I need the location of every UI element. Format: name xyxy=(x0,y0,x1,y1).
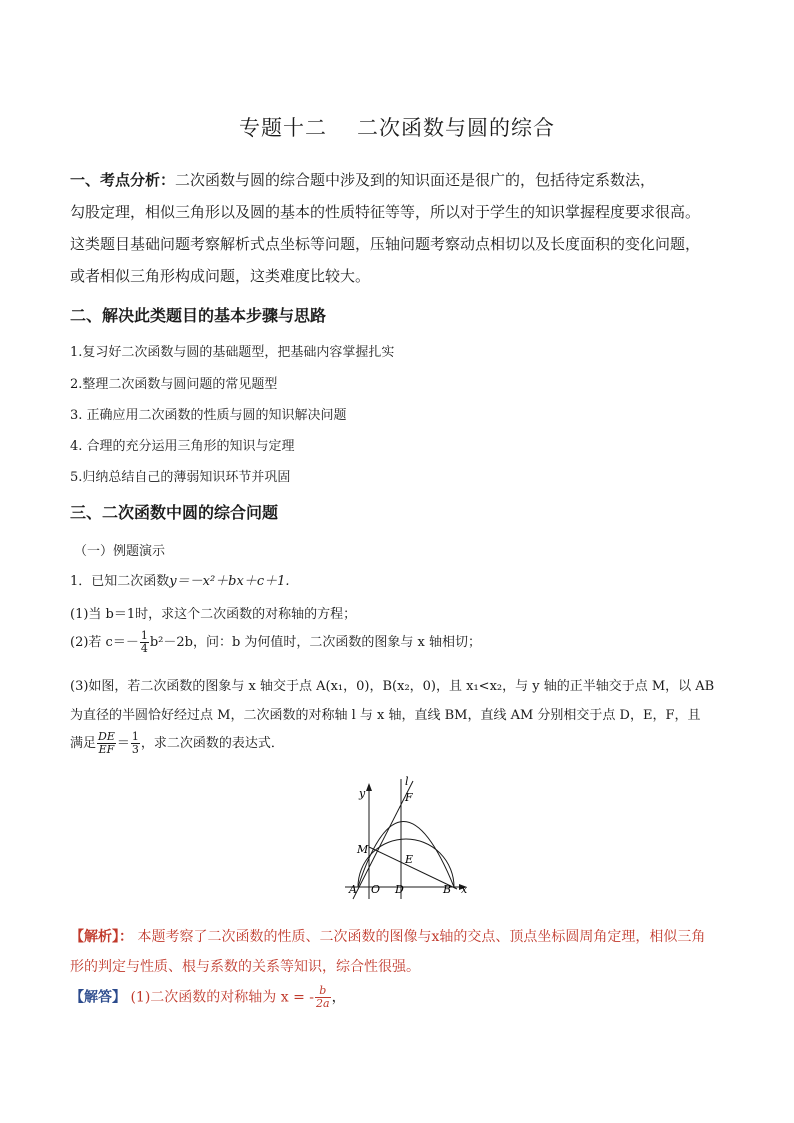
fraction xyxy=(140,630,149,655)
example-subheading: （一）例题演示 xyxy=(74,544,166,559)
answer-tag: 【解答】 xyxy=(70,989,126,1006)
section1-line: 或者相似三角形构成问题，这类难度比较大。 xyxy=(70,267,371,285)
title-part2: 二次函数与圆的综合 xyxy=(357,116,555,140)
fraction-denominator: 2a xyxy=(316,997,330,1010)
step-item: 5.归纳总结自己的薄弱知识环节并巩固 xyxy=(70,470,291,485)
title-part1: 专题十二 xyxy=(239,116,327,140)
section1-line: 这类题目基础问题考察解析式点坐标等问题，压轴问题考察动点相切以及长度面积的变化问题， xyxy=(70,235,701,253)
answer-text: ， xyxy=(331,989,346,1006)
answer-block xyxy=(70,985,346,1010)
analysis-text: 本题考察了二次函数的性质、二次函数的图像与x轴的交点、顶点坐标圆周角定理，相似三角 xyxy=(133,929,706,945)
question-part3-line2: 为直径的半圆恰好经过点 M，二次函数的对称轴 l 与 x 轴，直线 BM，直线 AM 分别相交于点 D，E，F，且 xyxy=(70,708,701,723)
parabola-figure xyxy=(345,775,475,900)
fraction-denominator: EF xyxy=(98,743,115,756)
label-d: D xyxy=(395,883,404,896)
section1-heading: 一、考点分析： xyxy=(70,171,176,189)
section2-heading: 二、解决此类题目的基本步骤与思路 xyxy=(70,306,327,325)
label-x: x xyxy=(461,883,468,896)
label-l: l xyxy=(405,775,409,788)
fraction-numerator: 1 xyxy=(140,629,148,642)
fraction-numerator: DE xyxy=(98,730,115,743)
label-o: O xyxy=(371,883,381,896)
question-text: 1．已知二次函数 xyxy=(70,574,170,589)
question-formula: y＝－x²＋bx＋c＋1. xyxy=(169,574,290,589)
question-part2 xyxy=(70,630,481,655)
question-text: 满足 xyxy=(70,736,97,751)
step-item: 1.复习好二次函数与圆的基础题型，把基础内容掌握扎实 xyxy=(70,345,395,360)
answer-text: (1)二次函数的对称轴为 x = - xyxy=(126,989,314,1006)
question-text: ，求二次函数的表达式． xyxy=(140,736,284,751)
question-text: (2)若 c＝－ xyxy=(70,635,139,650)
analysis-text: 形的判定与性质、根与系数的关系等知识，综合性很强。 xyxy=(70,959,420,975)
question-part3-line3 xyxy=(70,731,284,756)
fraction xyxy=(315,985,331,1010)
step-item: 3. 正确应用二次函数的性质与圆的知识解决问题 xyxy=(70,408,347,423)
label-f: F xyxy=(405,791,413,804)
question-part1: (1)当 b＝1时，求这个二次函数的对称轴的方程； xyxy=(70,607,357,622)
label-e: E xyxy=(405,853,414,866)
label-b: B xyxy=(443,883,452,896)
question-text: b²－2b，问：b 为何值时，二次函数的图象与 x 轴相切； xyxy=(149,635,482,650)
label-m: M xyxy=(357,843,369,856)
question-text: ＝ xyxy=(116,736,130,751)
page-title xyxy=(0,112,794,142)
fraction-numerator: 1 xyxy=(131,730,139,743)
fraction xyxy=(131,731,140,756)
section1-line: 勾股定理，相似三角形以及圆的基本的性质特征等等，所以对于学生的知识掌握程度要求很高。 xyxy=(70,203,701,221)
section3-heading: 三、二次函数中圆的综合问题 xyxy=(70,503,279,522)
label-y: y xyxy=(359,787,366,800)
analysis-tag: 【解析】： xyxy=(70,929,133,945)
label-a: A xyxy=(349,883,357,896)
fraction xyxy=(97,731,116,756)
question-intro xyxy=(70,570,290,589)
y-axis-arrow xyxy=(366,783,372,791)
fraction-denominator: 3 xyxy=(131,743,139,756)
fraction-numerator: b xyxy=(315,985,331,998)
step-item: 2.整理二次函数与圆问题的常见题型 xyxy=(70,377,278,392)
question-part3-line1: (3)如图，若二次函数的图象与 x 轴交于点 A(x₁，0)，B(x₂，0)，且 x₁<x₂，与 y 轴的正半轴交于点 M，以 AB xyxy=(70,679,715,694)
analysis-block xyxy=(70,922,730,982)
step-item: 4. 合理的充分运用三角形的知识与定理 xyxy=(70,439,295,454)
section1-analysis xyxy=(70,164,730,292)
fraction-denominator: 4 xyxy=(140,642,148,655)
section1-line: 二次函数与圆的综合题中涉及到的知识面还是很广的，包括待定系数法， xyxy=(175,171,656,189)
